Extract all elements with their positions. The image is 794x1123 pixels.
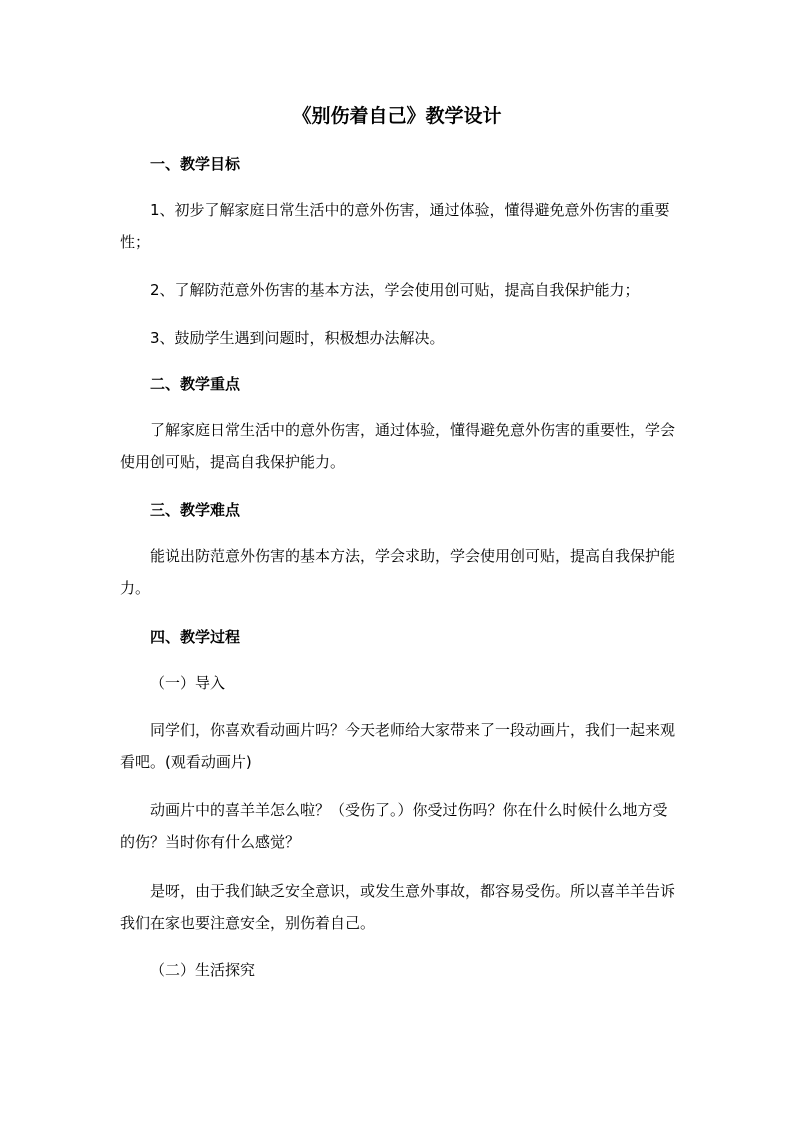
introduction-paragraph-3: 是呀，由于我们缺乏安全意识，或发生意外事故，都容易受伤。所以喜羊羊告诉我们在家也要注意安全，别伤着自己。 <box>120 882 676 932</box>
document-title: 《别伤着自己》教学设计 <box>292 105 502 127</box>
objective-item-3: 3、鼓励学生遇到问题时，积极想办法解决。 <box>150 329 445 347</box>
section-heading-objectives: 一、教学目标 <box>150 155 241 173</box>
subsection-heading-introduction: （一）导入 <box>150 674 226 692</box>
difficulties-paragraph: 能说出防范意外伤害的基本方法，学会求助，学会使用创可贴，提高自我保护能力。 <box>120 547 676 597</box>
section-heading-key-points: 二、教学重点 <box>150 375 241 393</box>
section-heading-difficulties: 三、教学难点 <box>150 501 241 519</box>
objective-item-1: 1、初步了解家庭日常生活中的意外伤害，通过体验，懂得避免意外伤害的重要性； <box>120 201 670 251</box>
introduction-paragraph-2: 动画片中的喜羊羊怎么啦？（受伤了。）你受过伤吗？你在什么时候什么地方受的伤？当时你有什么感觉？ <box>120 801 668 851</box>
introduction-paragraph-1: 同学们，你喜欢看动画片吗？今天老师给大家带来了一段动画片，我们一起来观看吧。(观看动画片) <box>120 721 676 771</box>
section-heading-process: 四、教学过程 <box>150 628 241 646</box>
subsection-heading-life-exploration: （二）生活探究 <box>150 961 256 979</box>
key-points-paragraph: 了解家庭日常生活中的意外伤害，通过体验，懂得避免意外伤害的重要性，学会使用创可贴，提高自我保护能力。 <box>120 421 676 471</box>
objective-item-2: 2、了解防范意外伤害的基本方法，学会使用创可贴，提高自我保护能力； <box>150 281 640 299</box>
